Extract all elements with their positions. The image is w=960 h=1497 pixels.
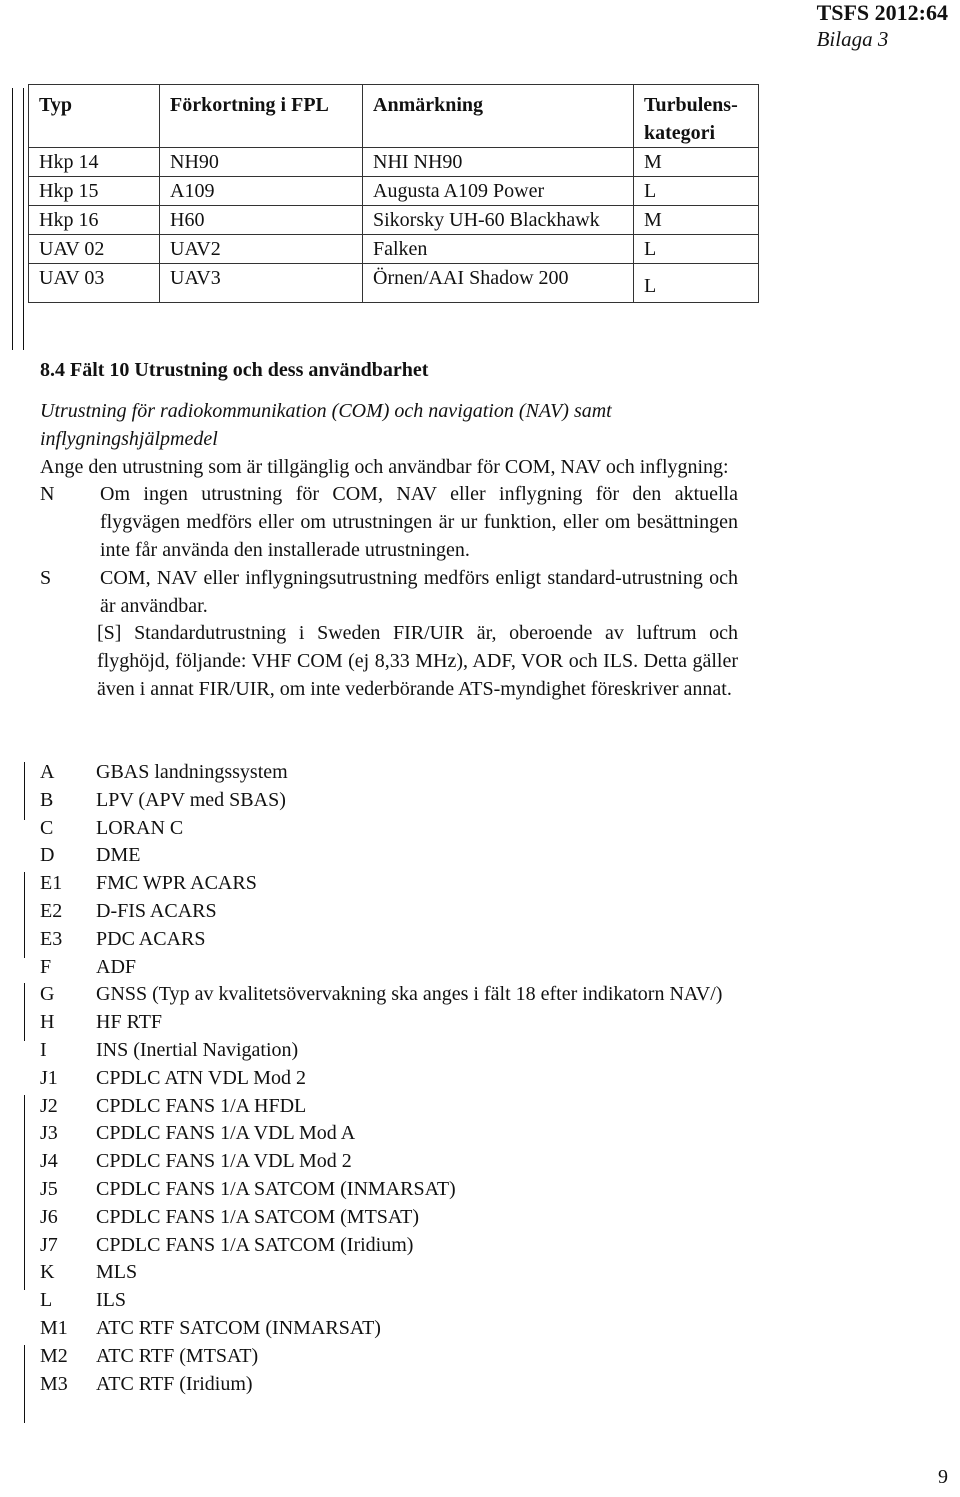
annex-label: Bilaga 3 — [816, 27, 889, 51]
change-bar — [23, 88, 24, 350]
list-item — [40, 1065, 746, 1093]
table-cell: UAV2 — [160, 235, 363, 264]
equipment-code: J4 — [40, 1150, 58, 1173]
list-item — [40, 1371, 746, 1399]
col-header-abbreviation: Förkortning i FPL — [160, 85, 363, 148]
equipment-description: ATC RTF (Iridium) — [96, 1372, 253, 1395]
table-cell: M — [634, 206, 759, 235]
change-bar — [12, 88, 13, 350]
list-item — [40, 981, 746, 1009]
equipment-description: CPDLC FANS 1/A SATCOM (MTSAT) — [96, 1205, 420, 1228]
equipment-description: D-FIS ACARS — [96, 899, 217, 922]
equipment-description: LPV (APV med SBAS) — [96, 788, 286, 811]
equipment-code: K — [40, 1261, 55, 1284]
table-row — [29, 235, 759, 264]
section-body — [40, 398, 738, 704]
equipment-code: A — [40, 761, 55, 783]
page-number: 9 — [938, 1466, 948, 1488]
table-row — [29, 206, 759, 235]
equipment-description: ATC RTF (MTSAT) — [96, 1344, 259, 1367]
equipment-description: PDC ACARS — [96, 927, 206, 950]
equipment-code: J1 — [40, 1066, 58, 1089]
turbulence-table — [28, 84, 759, 303]
table-cell: UAV 02 — [29, 235, 160, 264]
table-cell: A109 — [160, 177, 363, 206]
table-cell: M — [634, 148, 759, 177]
table-cell: Hkp 15 — [29, 177, 160, 206]
list-item — [40, 1343, 746, 1371]
list-item — [40, 1232, 746, 1260]
table-cell: UAV 03 — [29, 264, 160, 303]
equipment-code-list — [40, 759, 746, 1398]
equipment-code: B — [40, 788, 54, 811]
equipment-description: MLS — [96, 1261, 138, 1284]
equipment-code: C — [40, 816, 54, 839]
equipment-code: E3 — [40, 927, 63, 950]
table-cell: L — [634, 177, 759, 206]
list-item — [40, 1120, 746, 1148]
table-row — [29, 177, 759, 206]
equipment-code: F — [40, 955, 52, 978]
intro-text: Ange den utrustning som är tillgänglig och användbar för COM, NAV och inflygning: — [40, 455, 729, 478]
intro-italic: Utrustning för radiokommunikation (COM) och navigation (NAV) samt inflygningshjälpmedel — [40, 400, 612, 450]
change-bar — [24, 1095, 25, 1290]
table-cell: H60 — [160, 206, 363, 235]
list-item — [40, 870, 746, 898]
equipment-code: H — [40, 1011, 55, 1034]
col-header-typ: Typ — [29, 85, 160, 148]
change-bar — [24, 983, 25, 1041]
equipment-description: FMC WPR ACARS — [96, 872, 257, 895]
table-cell: NH90 — [160, 148, 363, 177]
definition-code: S — [40, 566, 52, 589]
table-cell: Örnen/AAI Shadow 200 — [363, 264, 634, 303]
table-cell: L — [634, 235, 759, 264]
list-item — [40, 787, 746, 815]
equipment-code: J3 — [40, 1122, 58, 1145]
equipment-code: M2 — [40, 1344, 68, 1367]
page-header — [817, 0, 948, 52]
equipment-description: GNSS (Typ av kvalitetsövervakning ska anges i fält 18 efter indikatorn NAV/) — [96, 983, 723, 1006]
list-item — [40, 1204, 746, 1232]
equipment-description: CPDLC ATN VDL Mod 2 — [96, 1066, 307, 1089]
table-cell: Sikorsky UH-60 Blackhawk — [363, 206, 634, 235]
definition-text: COM, NAV eller inflygningsutrustning medförs enligt standard-utrustning och är användbar. — [100, 566, 738, 617]
list-item — [40, 1176, 746, 1204]
equipment-description: LORAN C — [96, 816, 184, 839]
equipment-description: CPDLC FANS 1/A SATCOM (Iridium) — [96, 1233, 414, 1256]
equipment-code: J5 — [40, 1177, 58, 1200]
list-item — [40, 1259, 746, 1287]
document-id: TSFS 2012:64 — [816, 0, 948, 25]
equipment-code: J7 — [40, 1233, 58, 1256]
list-item — [40, 926, 746, 954]
table-row — [29, 264, 759, 303]
list-item — [40, 1037, 746, 1065]
equipment-description: INS (Inertial Navigation) — [96, 1038, 299, 1061]
equipment-code: J6 — [40, 1205, 58, 1228]
table-header-row — [29, 85, 759, 148]
equipment-description: ILS — [96, 1289, 126, 1312]
standard-equipment-note: [S] Standardutrustning i Sweden FIR/UIR är, oberoende av luftrum och flyghöjd, följande: VHF COM (ej 8,33 MHz), ADF, VOR och ILS. Detta gäller även i annat FIR/UIR, om inte vederbörande ATS-myndighet föreskriver annat. — [97, 622, 738, 700]
definition-text: Om ingen utrustning för COM, NAV eller inflygning för den aktuella flygvägen medförs eller om utrustningen är ur funktion, eller om besättningen inte får använda den installerade utrustningen. — [100, 483, 738, 561]
list-item — [40, 1093, 746, 1121]
definition-item — [40, 565, 738, 621]
table-cell: UAV3 — [160, 264, 363, 303]
list-item — [40, 1287, 746, 1315]
equipment-description: DME — [96, 844, 141, 867]
equipment-code: M1 — [40, 1316, 68, 1339]
col-header-turbulence: Turbulens-kategori — [634, 85, 759, 148]
definition-item — [40, 481, 738, 564]
equipment-code: E2 — [40, 899, 63, 922]
table-cell: Augusta A109 Power — [363, 177, 634, 206]
equipment-code: I — [40, 1038, 47, 1061]
list-item — [40, 842, 746, 870]
list-item — [40, 1148, 746, 1176]
equipment-code: J2 — [40, 1094, 58, 1117]
col-header-remark: Anmärkning — [363, 85, 634, 148]
table-cell: Hkp 14 — [29, 148, 160, 177]
list-item — [40, 1315, 746, 1343]
list-item — [40, 954, 746, 982]
list-item — [40, 759, 746, 787]
table-cell: NHI NH90 — [363, 148, 634, 177]
equipment-description: CPDLC FANS 1/A VDL Mod A — [96, 1122, 356, 1145]
equipment-description: CPDLC FANS 1/A HFDL — [96, 1094, 307, 1117]
equipment-description: CPDLC FANS 1/A SATCOM (INMARSAT) — [96, 1177, 456, 1200]
table-cell: L — [634, 264, 759, 303]
section-title: 8.4 Fält 10 Utrustning och dess användbarhet — [40, 359, 429, 381]
list-item — [40, 815, 746, 843]
equipment-code: M3 — [40, 1372, 68, 1395]
change-bar — [24, 1345, 25, 1423]
list-item — [40, 1009, 746, 1037]
equipment-code: D — [40, 844, 55, 867]
definition-code: N — [40, 483, 55, 506]
equipment-code: L — [40, 1289, 53, 1312]
table-cell: Hkp 16 — [29, 206, 160, 235]
equipment-description: ADF — [96, 955, 137, 978]
change-bar — [24, 762, 25, 820]
equipment-description: CPDLC FANS 1/A VDL Mod 2 — [96, 1150, 352, 1173]
equipment-description: ATC RTF SATCOM (INMARSAT) — [96, 1316, 381, 1339]
table-cell: Falken — [363, 235, 634, 264]
equipment-code: G — [40, 983, 55, 1006]
equipment-description: GBAS landningssystem — [96, 761, 288, 783]
table-row — [29, 148, 759, 177]
list-item — [40, 898, 746, 926]
change-bar — [24, 872, 25, 958]
equipment-description: HF RTF — [96, 1011, 163, 1034]
equipment-code: E1 — [40, 872, 63, 895]
